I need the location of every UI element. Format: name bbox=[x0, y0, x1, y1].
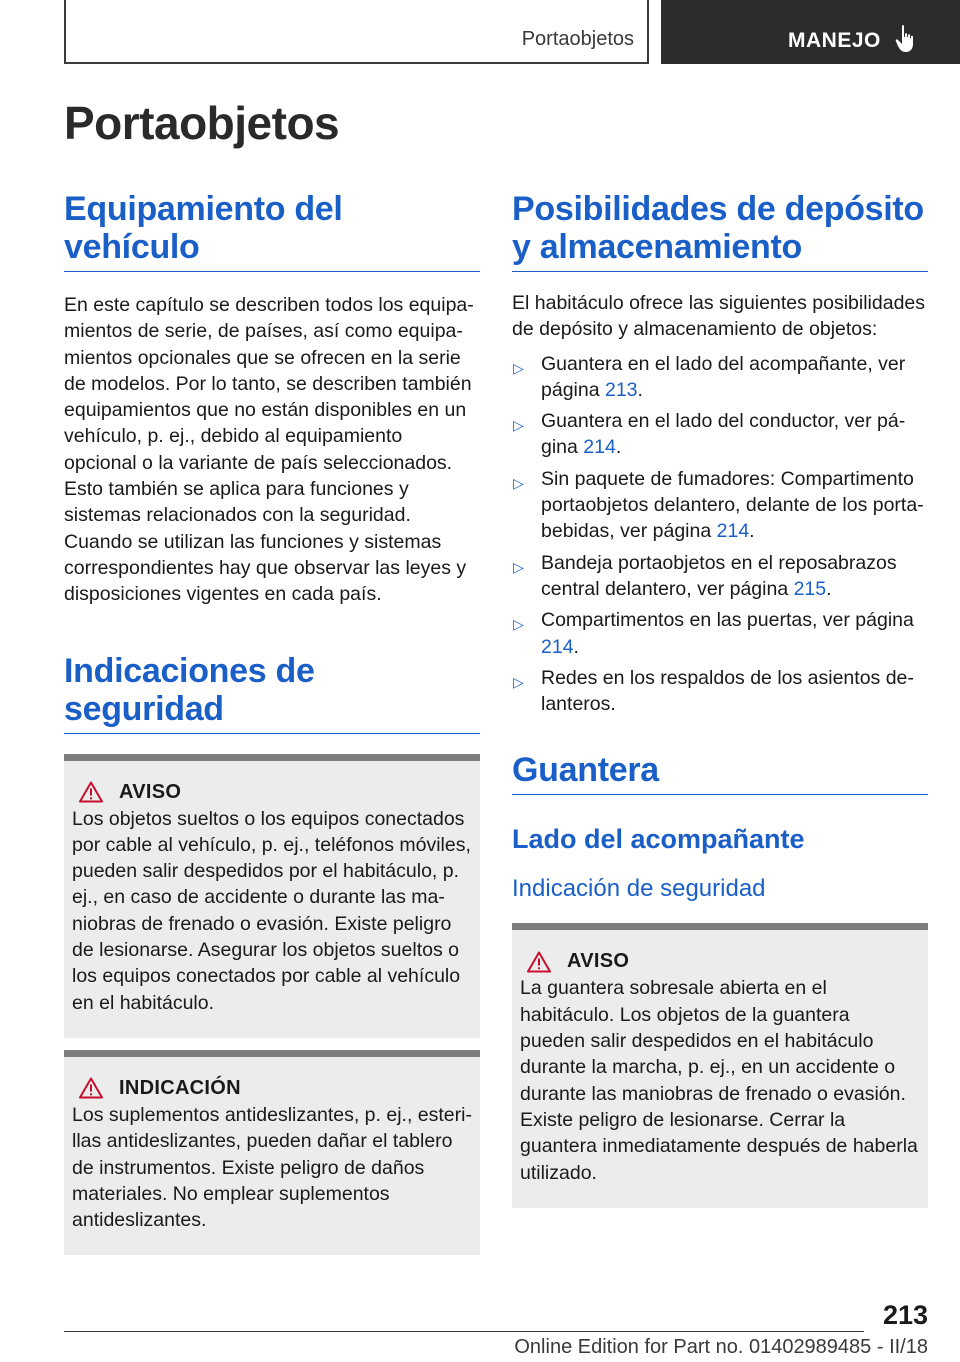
left-column bbox=[64, 190, 480, 1255]
heading-equipment: Equipamiento del vehículo bbox=[64, 190, 480, 272]
page-reference-link[interactable]: 214 bbox=[583, 436, 616, 459]
pointing-hand-icon bbox=[895, 24, 919, 54]
notice-aviso-left bbox=[64, 754, 480, 1038]
header-section-title: Portaobjetos bbox=[521, 28, 634, 50]
page-number: 213 bbox=[882, 1300, 928, 1330]
heading-safety: Indicaciones de seguridad bbox=[64, 652, 480, 734]
notice-aviso-right bbox=[512, 923, 928, 1207]
bullet-triangle-icon: ▷ bbox=[513, 616, 524, 633]
warning-triangle-icon bbox=[79, 1077, 103, 1099]
notice-word: AVISO bbox=[119, 780, 182, 803]
page-title: Portaobjetos bbox=[64, 97, 340, 149]
list-item: ▷ Redes en los respaldos de los asientos delanteros. bbox=[513, 666, 914, 716]
list-item: ▷ Compartimentos en las puertas, ver página 214. bbox=[513, 609, 914, 658]
notice-text: Los objetos sueltos o los equipos conectados por cable al vehículo, p. ej., teléfonos móviles, pueden salir despedidos por el habitáculo, p. ej., en caso de accidente o durante las maniobras de frenado o evasión. Existe peligro de lesionarse. Asegurar los objetos sueltos o los equipos conectados por cable al vehículo en el habitáculo. bbox=[72, 807, 471, 1014]
bullet-triangle-icon: ▷ bbox=[513, 673, 524, 690]
equipment-paragraph: En este capítulo se describen todos los equipamientos de serie, de países, así como equipamientos opcionales que se ofrecen en la serie de modelos. Por lo tanto, se describen también equipamientos que no están disponibles en un vehículo, p. ej., debido al equipamiento opcional o la variante de país seleccionados. Esto también se aplica para funciones y sistemas relacionados con la seguridad. Cuando se utilizan las funciones y sistemas correspondientes hay que observar las leyes y disposiciones vigentes en cada país. bbox=[64, 294, 474, 606]
list-item: ▷ Guantera en el lado del conductor, ver página 214. bbox=[513, 410, 906, 459]
list-item: ▷ Bandeja portaobjetos en el reposabrazos central delantero, ver página 215. bbox=[513, 551, 897, 600]
list-item: ▷ Sin paquete de fumadores: Compartimento portaobjetos delantero, delante de los portabebidas, ver página 214. bbox=[513, 467, 924, 543]
notice-text: La guantera sobresale abierta en el habitáculo. Los objetos de la guantera pueden salir despedidos en el habitáculo durante la marcha, p. ej., en un accidente o durante las maniobras de frenado o evasión. Existe peligro de lesionarse. Cerrar la guantera inmediatamente después de haberla utilizado. bbox=[520, 977, 918, 1184]
heading-storage: Posibilidades de depósito y almacenamiento bbox=[512, 190, 928, 272]
notice-word: INDICACIÓN bbox=[119, 1076, 241, 1099]
footer-edition: Online Edition for Part no. 01402989485 - II/18 bbox=[514, 1336, 928, 1358]
bullet-triangle-icon: ▷ bbox=[513, 558, 524, 575]
storage-list bbox=[512, 351, 928, 718]
subheading-safety: Indicación de seguridad bbox=[512, 875, 766, 903]
page-reference-link[interactable]: 213 bbox=[604, 378, 638, 401]
bullet-triangle-icon: ▷ bbox=[513, 359, 524, 376]
page-reference-link[interactable]: 214 bbox=[541, 635, 574, 658]
warning-triangle-icon bbox=[527, 951, 551, 973]
notice-head bbox=[520, 950, 920, 973]
bullet-triangle-icon: ▷ bbox=[513, 417, 524, 434]
notice-head bbox=[72, 1077, 472, 1100]
header-chapter-tab bbox=[661, 0, 960, 64]
notice-indicacion-left bbox=[64, 1050, 480, 1255]
right-column bbox=[512, 190, 928, 1208]
heading-guantera: Guantera bbox=[512, 751, 928, 795]
notice-text: Los suplementos antideslizantes, p. ej., esterillas antideslizantes, pueden dañar el tablero de instrumentos. Existe peligro de daños materiales. No emplear suplementos antideslizantes. bbox=[72, 1103, 472, 1232]
header-chapter-label: MANEJO bbox=[788, 29, 881, 52]
bullet-triangle-icon: ▷ bbox=[513, 474, 524, 491]
footer-divider bbox=[64, 1331, 864, 1332]
page-reference-link[interactable]: 215 bbox=[793, 577, 827, 600]
warning-triangle-icon bbox=[79, 781, 103, 803]
notice-word: AVISO bbox=[567, 950, 630, 973]
list-item: ▷ Guantera en el lado del acompañante, ver página 213. bbox=[513, 352, 906, 401]
subheading-acompanante: Lado del acompañante bbox=[512, 824, 805, 855]
page-reference-link[interactable]: 214 bbox=[716, 520, 750, 543]
storage-intro: El habitáculo ofrece las siguientes posibilidades de depósito y almacenamiento de objetos: bbox=[512, 292, 926, 341]
notice-head bbox=[72, 781, 472, 804]
